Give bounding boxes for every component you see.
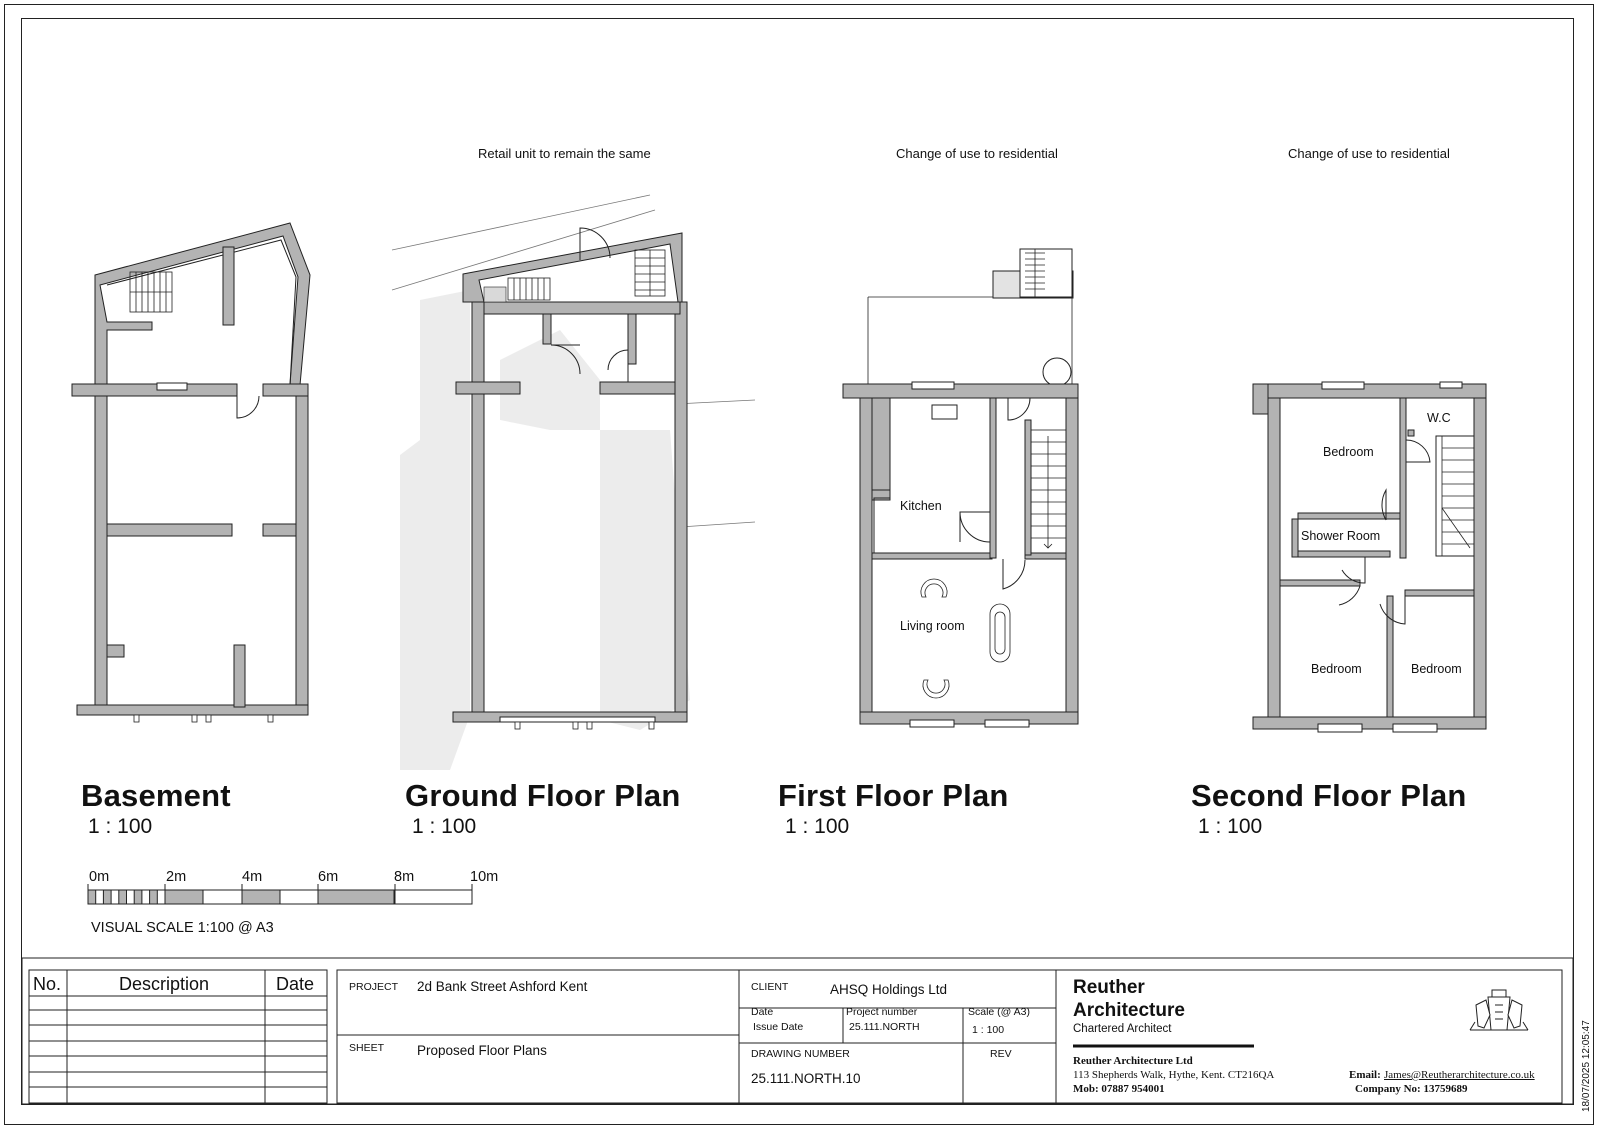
first-sink bbox=[932, 405, 957, 419]
project-value: 2d Bank Street Ashford Kent bbox=[417, 979, 588, 994]
first-front-wall bbox=[860, 712, 1078, 724]
plan-title-ground-floor: Ground Floor Plan bbox=[405, 778, 681, 813]
plan-title-second-floor: Second Floor Plan bbox=[1191, 778, 1467, 813]
scale-mark-4: 4m bbox=[242, 869, 263, 885]
email-label: Email: bbox=[1349, 1069, 1381, 1081]
first-door-living bbox=[1003, 559, 1025, 589]
firm-name-line2: Architecture bbox=[1073, 1000, 1185, 1021]
client-label: CLIENT bbox=[751, 981, 789, 993]
second-wc-wall bbox=[1400, 398, 1406, 558]
second-bed-divider bbox=[1387, 596, 1393, 717]
basement-partition bbox=[234, 645, 245, 707]
first-floor-note: Change of use to residential bbox=[896, 146, 1058, 161]
first-east-wall bbox=[1066, 384, 1078, 724]
basement-back-wall-right bbox=[263, 384, 308, 396]
second-front-wall bbox=[1253, 717, 1486, 729]
second-wc-wall-2 bbox=[1408, 430, 1414, 436]
first-back-wall bbox=[843, 384, 1078, 398]
project-number-label: Project number bbox=[846, 1006, 918, 1018]
plan-title-first-floor: First Floor Plan bbox=[778, 778, 1009, 813]
second-window-front-1 bbox=[1318, 724, 1362, 732]
plan-scale-ground-floor: 1 : 100 bbox=[412, 815, 477, 838]
scale-mark-2: 2m bbox=[166, 869, 187, 885]
scale-mark-8: 8m bbox=[394, 869, 415, 885]
first-roof-outline bbox=[868, 297, 1072, 385]
plan-title-basement: Basement bbox=[81, 778, 231, 813]
first-kitchen-inner bbox=[874, 398, 990, 553]
first-window-back bbox=[912, 382, 954, 389]
ground-door-swing-2 bbox=[608, 350, 628, 382]
scale-label: Scale (@ A3) bbox=[968, 1006, 1031, 1018]
ground-mid-wall bbox=[456, 382, 520, 394]
ground-front-opening bbox=[500, 717, 655, 722]
first-mid-wall bbox=[872, 553, 992, 559]
revision-header-date: Date bbox=[276, 974, 315, 994]
second-west-wall bbox=[1268, 384, 1280, 729]
ground-stub bbox=[543, 314, 551, 344]
client-value: AHSQ Holdings Ltd bbox=[830, 982, 948, 997]
firm-name-line1: Reuther bbox=[1073, 977, 1145, 998]
first-west-wall bbox=[860, 384, 872, 724]
basement-rear-wall bbox=[95, 223, 310, 385]
room-label-bedroom-left: Bedroom bbox=[1311, 662, 1362, 676]
second-window-back bbox=[1322, 382, 1364, 389]
basement-window bbox=[157, 383, 187, 390]
drawing-number-value: 25.111.NORTH.10 bbox=[751, 1071, 861, 1086]
rev-label: REV bbox=[990, 1048, 1012, 1060]
first-floor-plan bbox=[843, 249, 1078, 727]
second-mid-wall-right bbox=[1405, 590, 1474, 596]
second-window-back-2 bbox=[1440, 382, 1462, 388]
drawing-number-label: DRAWING NUMBER bbox=[751, 1048, 850, 1060]
date-value: Issue Date bbox=[753, 1021, 804, 1033]
basement-east-wall bbox=[296, 385, 308, 715]
first-kitchen-wall-top bbox=[872, 398, 890, 498]
email-link[interactable]: James@Reutherarchitecture.co.uk bbox=[1384, 1069, 1535, 1081]
sheet-label: SHEET bbox=[349, 1042, 385, 1054]
second-door-wc bbox=[1406, 440, 1430, 462]
room-label-shower-room: Shower Room bbox=[1301, 529, 1381, 543]
revision-header-no: No. bbox=[33, 974, 62, 994]
ground-east-wall bbox=[675, 302, 687, 722]
first-kitchen-east bbox=[990, 398, 996, 558]
room-label-bedroom-top: Bedroom bbox=[1323, 445, 1374, 459]
plot-timestamp: 18/07/2025 12:05:47 bbox=[1581, 1020, 1592, 1112]
project-number-value: 25.111.NORTH bbox=[849, 1021, 920, 1033]
ground-west-wall bbox=[472, 302, 484, 722]
basement-rear-wall-inner bbox=[107, 240, 296, 385]
second-mid-wall-left bbox=[1280, 580, 1360, 586]
first-window-front-2 bbox=[985, 720, 1029, 727]
room-label-bedroom-right: Bedroom bbox=[1411, 662, 1462, 676]
first-stair bbox=[1031, 430, 1066, 553]
basement-back-wall-left bbox=[72, 384, 237, 396]
scale-value: 1 : 100 bbox=[972, 1024, 1005, 1036]
scale-caption: VISUAL SCALE 1:100 @ A3 bbox=[91, 920, 274, 936]
scale-bar bbox=[88, 884, 472, 904]
plan-scale-first-floor: 1 : 100 bbox=[785, 815, 850, 838]
basement-mid-wall-left bbox=[107, 524, 232, 536]
first-door-back bbox=[1008, 398, 1030, 420]
plan-scale-basement: 1 : 100 bbox=[88, 815, 153, 838]
basement-plan bbox=[72, 223, 310, 722]
scale-mark-6: 6m bbox=[318, 869, 339, 885]
second-floor-plan bbox=[1253, 382, 1486, 732]
firm-address: 113 Shepherds Walk, Hythe, Kent. CT216QA bbox=[1073, 1069, 1275, 1081]
first-stair-top-2 bbox=[1020, 249, 1072, 297]
second-door-shower bbox=[1342, 557, 1365, 583]
basement-stair bbox=[130, 272, 172, 312]
basement-west-wall bbox=[95, 385, 107, 715]
first-furniture bbox=[921, 579, 1010, 698]
date-label: Date bbox=[751, 1006, 774, 1018]
first-lobby-circle bbox=[1043, 358, 1071, 386]
second-shower-wall bbox=[1292, 551, 1390, 557]
room-label-kitchen: Kitchen bbox=[900, 499, 942, 513]
basement-mid-wall-right bbox=[263, 524, 296, 536]
sheet-value: Proposed Floor Plans bbox=[417, 1043, 547, 1058]
second-door-bed2 bbox=[1339, 586, 1360, 605]
heraldic-crest-icon bbox=[1470, 990, 1528, 1030]
company-number: Company No: 13759689 bbox=[1355, 1083, 1468, 1095]
first-window-front-1 bbox=[910, 720, 954, 727]
project-label: PROJECT bbox=[349, 981, 399, 993]
ground-stairwell-wall bbox=[484, 302, 680, 314]
firm-tagline: Chartered Architect bbox=[1073, 1023, 1172, 1035]
ground-stub-2 bbox=[628, 314, 636, 364]
scale-mark-0: 0m bbox=[89, 869, 110, 885]
second-east-wall bbox=[1474, 384, 1486, 729]
basement-door-swing bbox=[237, 396, 259, 418]
first-stair-wall bbox=[1025, 420, 1031, 555]
ground-floor-ghost bbox=[400, 290, 690, 770]
first-door-kitchen bbox=[960, 512, 990, 542]
basement-pier bbox=[223, 247, 234, 325]
ground-mid-wall-2 bbox=[600, 382, 675, 394]
basement-nib bbox=[107, 645, 124, 657]
room-label-living-room: Living room bbox=[900, 619, 965, 633]
basement-front-wall bbox=[77, 705, 308, 715]
revision-header-description: Description bbox=[119, 974, 210, 994]
second-floor-note: Change of use to residential bbox=[1288, 146, 1450, 161]
plan-scale-second-floor: 1 : 100 bbox=[1198, 815, 1263, 838]
scale-mark-10: 10m bbox=[470, 869, 499, 885]
second-shower-left bbox=[1292, 519, 1298, 557]
second-corner-block bbox=[1253, 384, 1268, 414]
firm-company: Reuther Architecture Ltd bbox=[1073, 1055, 1193, 1067]
ground-hatch bbox=[484, 287, 506, 302]
firm-mobile: Mob: 07887 954001 bbox=[1073, 1083, 1165, 1095]
ground-floor-note: Retail unit to remain the same bbox=[478, 146, 651, 161]
second-window-front-2 bbox=[1393, 724, 1437, 732]
basement-front-posts bbox=[134, 715, 273, 722]
room-label-wc: W.C bbox=[1427, 411, 1451, 425]
